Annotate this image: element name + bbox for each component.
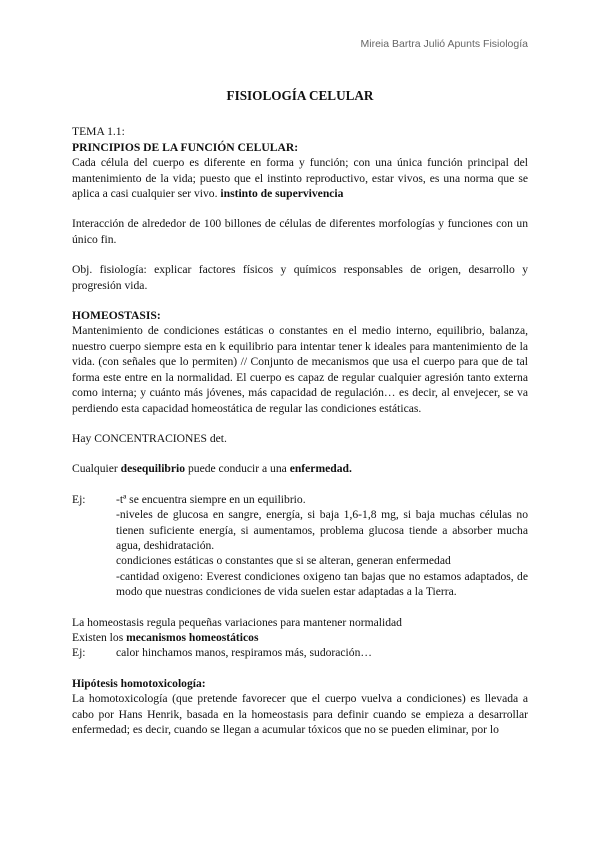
homeostasis-paragraph: Mantenimiento de condiciones estáticas o constantes en el medio interno, equilibrio, balanza, nuestro cuerpo siempre esta en k equilibrio para intentar tener k ideales para mantenimiento de la vida. (con señales que lo permiten) // Conjunto de mecanismos que usa el cuerpo para que de tal forma este entre en la normalidad. El cuerpo es capaz de regular cualquier agresión tanto externa como interna; y cuánto más jóvenes, más capacidad de regulación… es decir, al envejecer, se va perdiendo esta capacidad homeostática de regular las condiciones estáticas. [72,324,528,415]
concentraciones-line: Hay CONCENTRACIONES det. [72,431,227,445]
document-title: FISIOLOGÍA CELULAR [226,88,374,103]
example-lines [116,492,528,600]
principios-heading: PRINCIPIOS DE LA FUNCIÓN CELULAR: [72,140,299,154]
example-line: -niveles de glucosa en sangre, energía, si baja 1,6-1,8 mg, si baja muchas células no tienen suficiente energía, si aumentamos, problema glucosa tiende a absorber mucha agua, deshidratación. [116,508,528,552]
tema-label: TEMA 1.1: [72,125,125,139]
supervivencia-term: instinto de supervivencia [220,187,344,201]
homeostasis-heading: HOMEOSTASIS: [72,309,161,323]
example-block [72,492,528,600]
desequilibrio-line: Cualquier desequilibrio puede conducir a una enfermedad. [72,462,352,476]
example-label: Ej: [72,492,86,506]
objetivo-paragraph: Obj. fisiología: explicar factores físicos y químicos responsables de origen, desarrollo y progresión vida. [72,263,528,292]
example-line: condiciones estáticas o constantes que si se alteran, generan enfermedad [116,554,451,568]
principios-paragraph: Cada célula del cuerpo es diferente en forma y función; con una única función principal del mantenimiento de la vida; puesto que el instinto reproductivo, estar vivos, es una norma que se aplica a casi cualquier ser vivo. instinto de supervivencia [72,156,528,201]
mecanismos-line: Existen los mecanismos homeostáticos [72,630,259,644]
example2-label: Ej: [72,646,86,660]
example-line: -cantidad oxigeno: Everest condiciones oxigeno tan bajas que no estamos adaptados, de modo que nuestras condiciones de vida suelen estar adaptadas a la Tierra. [116,569,528,599]
document-page [72,88,528,737]
example2-text: calor hinchamos manos, respiramos más, sudoración… [116,646,372,660]
example-line: -tª se encuentra siempre en un equilibrio. [116,492,306,506]
interaccion-paragraph: Interacción de alrededor de 100 billones de células de diferentes morfologías y funciones con un único fin. [72,217,528,246]
hipotesis-heading: Hipótesis homotoxicología: [72,676,206,690]
document-header: Mireia Bartra Julió Apunts Fisiología [360,38,528,50]
regula-line: La homeostasis regula pequeñas variaciones para mantener normalidad [72,615,402,629]
example2-block [72,645,528,660]
hipotesis-paragraph: La homotoxicología (que pretende favorecer que el cuerpo vuelva a condiciones) es llevada a cabo por Hans Henrik, basada en la homeostasis para definir cuando se empieza a desarrollar enfermedad; es decir, cuando se llegan a acumular tóxicos que no se pueden eliminar, por lo [72,692,528,736]
